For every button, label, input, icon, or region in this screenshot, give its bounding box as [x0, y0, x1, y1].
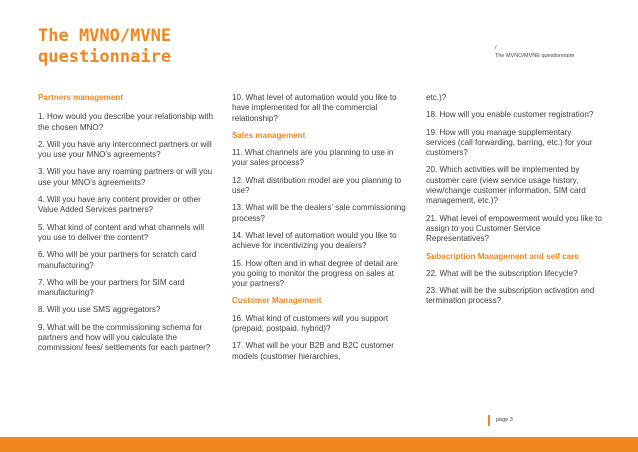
question-22: 22. What will be the subscription lifecycle?: [426, 268, 578, 278]
question-8: 8. Will you use SMS aggregators?: [38, 305, 161, 315]
question-9: 9. What will be the commissioning schema for partners and how will you calculate the commission/ fees/ settlements for each partner?: [38, 322, 211, 353]
question-21: 21. What level of empowerment would you like to assign to you Customer Service Representatives?: [426, 213, 602, 244]
question-7: 7. Who will be your partners for SIM card manufacturing?: [38, 277, 185, 298]
column-1: [38, 93, 216, 361]
page-number: page 3: [488, 415, 513, 426]
question-3: 3. Will you have any roaming partners or will you use your MNO’s agreements?: [38, 167, 213, 187]
page-title-line-1: The MVNO/MVNE: [38, 26, 172, 46]
section-heading-partners: Partners management: [38, 93, 124, 102]
question-12: 12. What distribution model are you planning to use?: [232, 175, 402, 196]
column-2: [232, 93, 408, 369]
question-16: 16. What kind of customers will you support (prepaid, postpaid, hybrid)?: [232, 313, 389, 334]
question-15: 15. How often and in what degree of detail are you going to monitor the progress on sales at your partners?: [232, 258, 398, 289]
question-1: 1. How would you describe your relationship with the chosen MNO?: [38, 112, 214, 132]
question-23: 23. What will be the subscription activation and termination process?: [426, 286, 595, 306]
question-2: 2. Will you have any interconnect partners or will you use your MNO’s agreements?: [38, 139, 212, 160]
question-17: 17. What will be your B2B and B2C customer models (customer hierarchies,: [232, 341, 394, 361]
section-heading-sales: Sales management: [232, 130, 306, 140]
column-3: [426, 93, 602, 314]
question-20: 20. Which activities will be implemented by customer care (view service usage history, view/change customer information, SIM card management, etc.)?: [426, 165, 586, 206]
question-13: 13. What will be the dealers’ sale commissioning process?: [232, 203, 406, 223]
question-6: 6. Who will be your partners for scratch card manufacturing?: [38, 250, 197, 270]
question-11: 11. What channels are you planning to use in your sales process?: [232, 148, 394, 168]
question-18: 18. How will you enable customer registration?: [426, 110, 594, 120]
running-header-slash: /: [495, 45, 497, 51]
page-title-line-2: questionnaire: [38, 47, 172, 67]
footer-accent-bar: [0, 437, 638, 452]
section-heading-customer: Customer Management: [232, 296, 322, 306]
question-19: 19. How will you manage supplementary services (call forwarding, barring, etc.) for your customers?: [426, 127, 593, 158]
running-header: [495, 44, 574, 60]
section-heading-subscription: Subscription Management and self care: [426, 251, 579, 261]
running-header-doc-name: The MVNO/MVNE questionnaire: [495, 53, 575, 59]
question-5: 5. What kind of content and what channels will you use to deliver the content?: [38, 222, 205, 242]
question-4: 4. Will you have any content provider or other Value Added Services partners?: [38, 195, 201, 215]
question-17-continued: etc.)?: [426, 93, 447, 102]
question-10: 10. What level of automation would you like to have implemented for all the commercial relationship?: [232, 93, 397, 123]
question-14: 14. What level of automation would you like to achieve for incentivizing you dealers?: [232, 230, 397, 251]
page-title: [38, 26, 238, 68]
